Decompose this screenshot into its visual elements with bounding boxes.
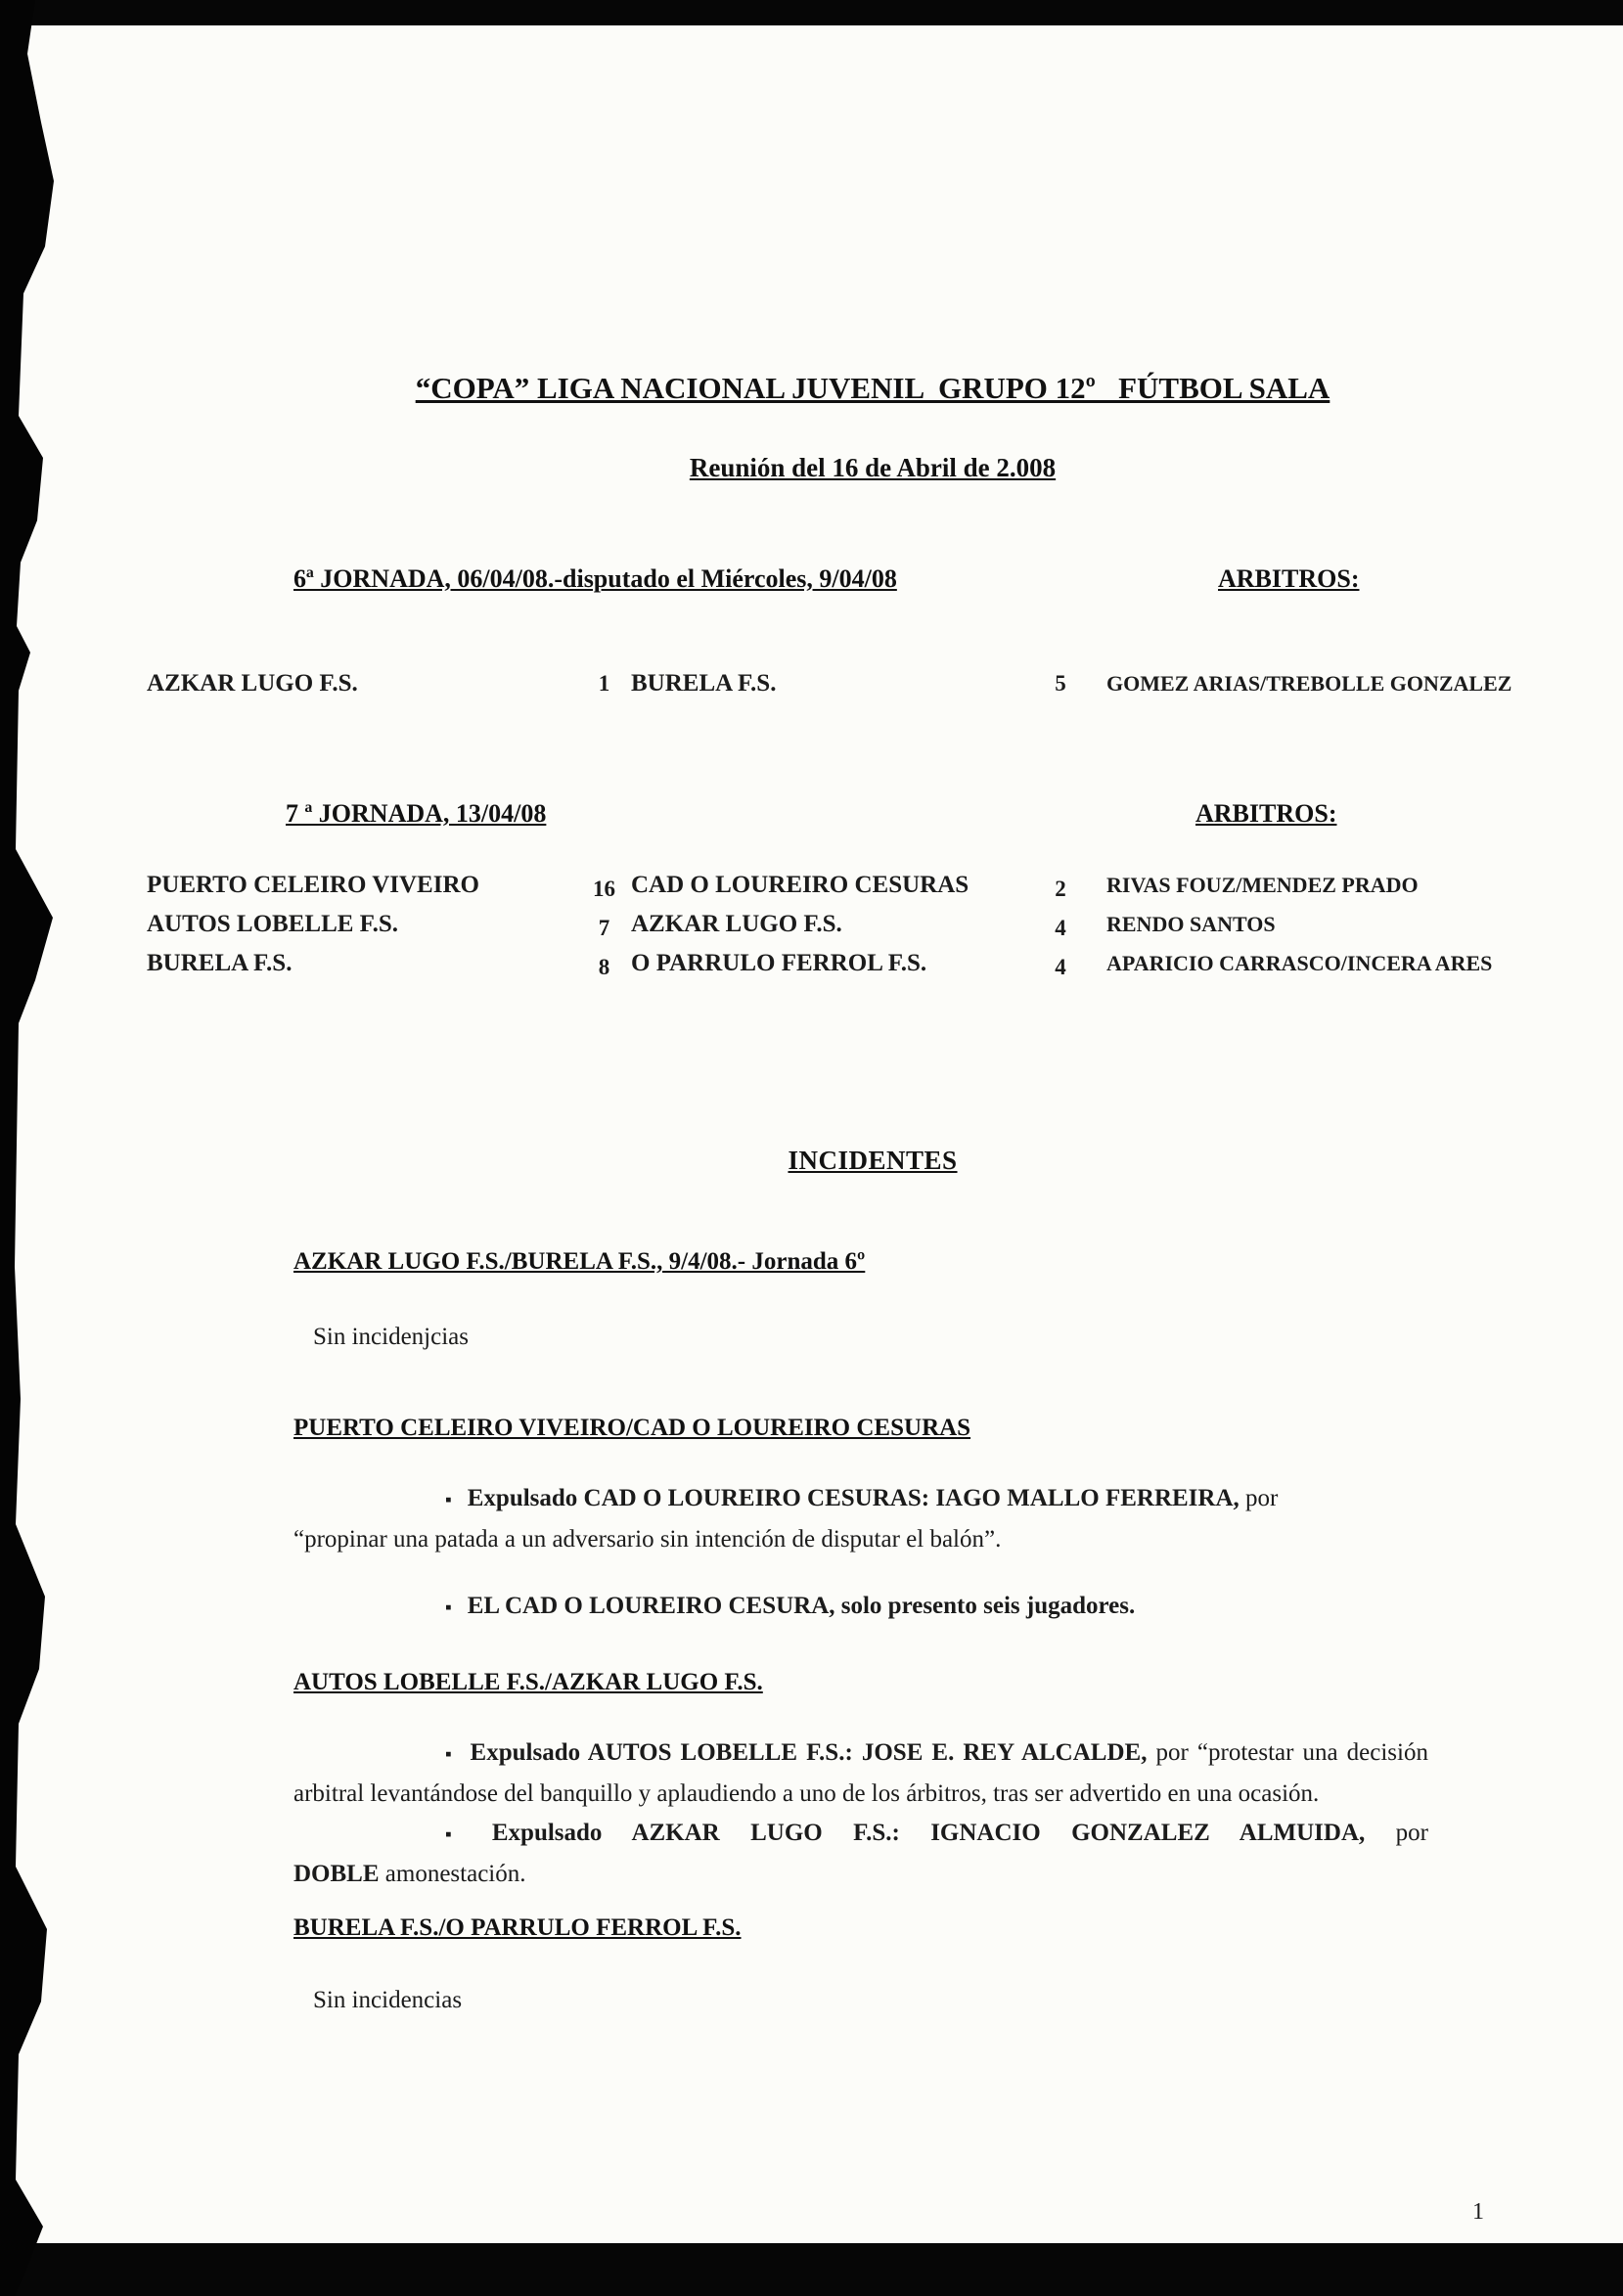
incident-match-heading: AUTOS LOBELLE F.S./AZKAR LUGO F.S. [293, 1669, 763, 1695]
incident-text [293, 1318, 1428, 1357]
home-score: 7 [598, 916, 610, 940]
bullet-square-icon: ▪ [445, 1744, 455, 1765]
bold-text: Expulsado CAD O LOUREIRO CESURAS: IAGO MALLO FERREIRA, [467, 1485, 1240, 1511]
incident-bullet [293, 1733, 1428, 1814]
home-team: AZKAR LUGO F.S. [147, 670, 358, 697]
home-team: BURELA F.S. [147, 950, 293, 976]
bold-text: Expulsado AZKAR LUGO F.S.: IGNACIO GONZALEZ ALMUIDA, [491, 1820, 1366, 1846]
incidentes-title: INCIDENTES [788, 1146, 958, 1175]
bold-text: DOBLE [293, 1861, 380, 1887]
referees: APARICIO CARRASCO/INCERA ARES [1106, 951, 1493, 975]
bullet-line [293, 1520, 1428, 1559]
regular-text: por “protestar una decisión arbitral levantándose del banquillo y aplaudiendo a uno de los árbitros, tras ser advertido en una ocasión. [293, 1739, 1428, 1807]
away-team: AZKAR LUGO F.S. [631, 911, 842, 937]
jornada-7-heading: 7 ª JORNADA, 13/04/08 [286, 799, 547, 828]
jornada-7-results [147, 872, 1599, 989]
referees: RENDO SANTOS [1106, 912, 1276, 936]
regular-text: “propinar una patada a un adversario sin intención de disputar el balón”. [293, 1526, 1002, 1553]
home-score: 8 [598, 955, 610, 979]
bullet-square-icon: ▪ [445, 1824, 476, 1845]
incident-match-heading: BURELA F.S./O PARRULO FERROL F.S. [293, 1914, 742, 1941]
away-team: CAD O LOUREIRO CESURAS [631, 872, 969, 898]
incident-match-heading: AZKAR LUGO F.S./BURELA F.S., 9/4/08.- Jornada 6º [293, 1248, 866, 1275]
bullet-square-icon: ▪ [445, 1598, 452, 1618]
home-score: 16 [593, 877, 615, 901]
away-team: O PARRULO FERROL F.S. [631, 950, 927, 976]
regular-text: amonestación. [379, 1861, 526, 1887]
arbitros-label: ARBITROS: [1195, 799, 1337, 828]
bullet-line [293, 1814, 1428, 1855]
incident-bullet [293, 1479, 1428, 1559]
bold-text: Expulsado AUTOS LOBELLE F.S.: JOSE E. REY ALCALDE, [470, 1739, 1148, 1766]
bullet-line [293, 1479, 1428, 1520]
home-team: AUTOS LOBELLE F.S. [147, 911, 399, 937]
away-score: 5 [1055, 671, 1066, 696]
bullet-line [293, 1855, 1428, 1894]
home-score: 1 [598, 671, 610, 696]
regular-text: por [1365, 1820, 1428, 1846]
incident-bullet [293, 1814, 1428, 1894]
scanned-document-page [0, 25, 1623, 2243]
bullet-square-icon: ▪ [445, 1490, 452, 1510]
away-score: 4 [1055, 955, 1066, 979]
referees: GOMEZ ARIAS/TREBOLLE GONZALEZ [1106, 671, 1512, 696]
incident-text [293, 1981, 1428, 2020]
referees: RIVAS FOUZ/MENDEZ PRADO [1106, 873, 1419, 897]
arbitros-label: ARBITROS: [1218, 564, 1360, 593]
match-row [147, 872, 1599, 899]
scan-edge-artifact [0, 0, 59, 2296]
match-row [147, 911, 1599, 938]
document-subtitle: Reunión del 16 de Abril de 2.008 [689, 453, 1057, 482]
bold-text: EL CAD O LOUREIRO CESURA, solo presento seis jugadores. [467, 1593, 1136, 1619]
incident-bullet [293, 1587, 1428, 1628]
regular-text: por [1239, 1485, 1279, 1511]
away-score: 4 [1055, 916, 1066, 940]
match-row [147, 670, 1599, 698]
incident-text-value: Sin incidenjcias [313, 1324, 469, 1350]
incidents-section [293, 1244, 1428, 2020]
match-row [147, 950, 1599, 977]
document-content [0, 25, 1623, 2243]
away-team: BURELA F.S. [631, 670, 777, 697]
incident-match-heading: PUERTO CELEIRO VIVEIRO/CAD O LOUREIRO CESURAS [293, 1415, 971, 1441]
jornada-6-heading: 6ª JORNADA, 06/04/08.-disputado el Miércoles, 9/04/08 [293, 564, 897, 593]
away-score: 2 [1055, 877, 1066, 901]
home-team: PUERTO CELEIRO VIVEIRO [147, 872, 479, 898]
page-number: 1 [1472, 2199, 1484, 2225]
incident-text-value: Sin incidencias [313, 1987, 463, 2013]
document-title: “COPA” LIGA NACIONAL JUVENIL GRUPO 12º FÚTBOL SALA [415, 371, 1330, 405]
